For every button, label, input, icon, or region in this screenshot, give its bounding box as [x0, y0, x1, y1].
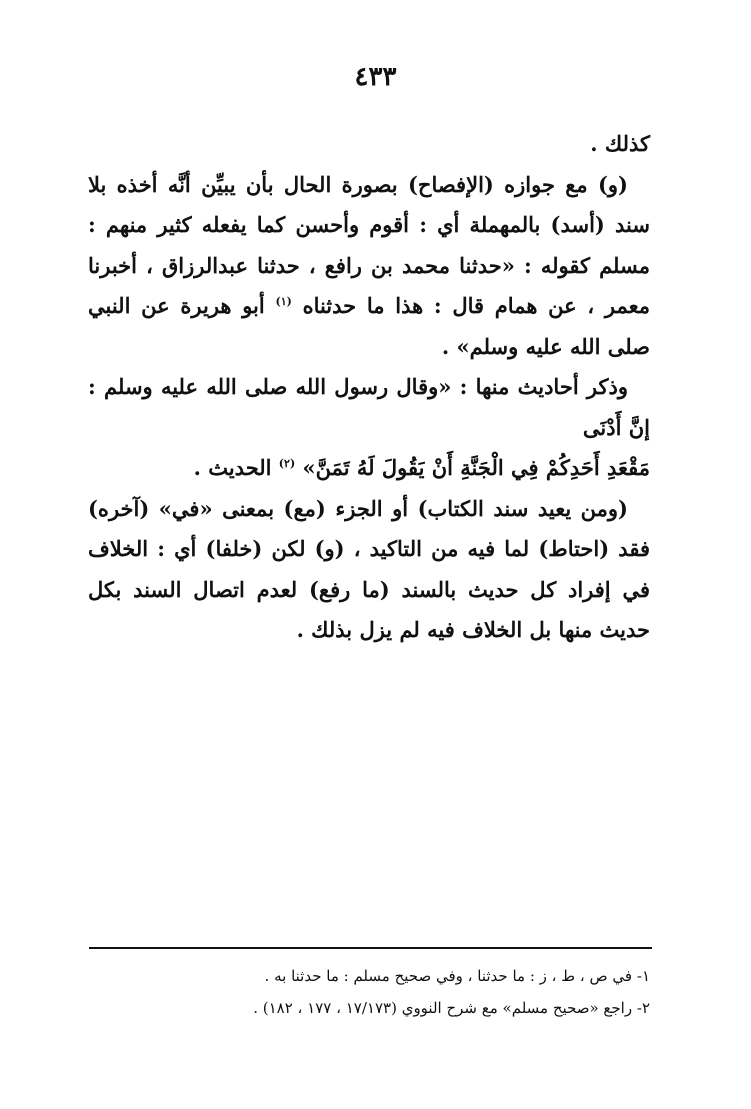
paragraph-3 [88, 367, 650, 489]
footnote-1: ١- في ص ، ط ، ز : ما حدثنا ، وفي صحيح مسلم : ما حدثنا به . [264, 967, 650, 985]
paragraph-2-text: (و) مع جوازه (الإفصاح) بصورة الحال بأن يبيِّن أنَّه أخذه بلا سند (أسد) بالمهملة أي : أقوم وأحسن كما يفعله كثير منهم : مسلم كقوله : «حدثنا محمد بن رافع ، حدثنا عبدالرزاق ، أخبرنا معمر ، عن همام قال : هذا ما حدثناه [88, 171, 651, 318]
paragraph-2-end: أبو هريرة عن النبي صلى الله عليه وسلم» . [88, 293, 650, 359]
page-number: ٤٣٣ [354, 62, 397, 92]
footnotes [120, 960, 650, 1024]
footnote-divider [89, 947, 652, 949]
footnote-ref-1: (١) [275, 295, 292, 308]
main-text [88, 124, 650, 651]
paragraph-4: (ومن يعيد سند الكتاب) أو الجزء (مع) بمعنى «في» (آخره) فقد (احتاط) لما فيه من التاكيد ، (و) لكن (خلفا) أي : الخلاف في إفراد كل حديث بالسند (ما رفع) لعدم اتصال السند بكل حديث منها بل الخلاف فيه لم يزل بذلك . [88, 495, 650, 642]
paragraph-2 [88, 165, 650, 368]
footnote-2: ٢- راجع «صحيح مسلم» مع شرح النووي (١٧/١٧٣ ، ١٧٧ ، ١٨٢) . [253, 999, 650, 1017]
paragraph-3-text: وذكر أحاديث منها : «وقال رسول الله صلى الله عليه وسلم : إنَّ أَدْنَى [88, 374, 650, 440]
paragraph-1: كذلك . [590, 131, 650, 156]
paragraph-3-end: الحديث . [193, 455, 272, 480]
hadith-quote: مَقْعَدِ أَحَدِكُمْ فِي الْجَنَّةِ أَنْ يَقُولَ لَهُ تَمَنَّ» [302, 455, 650, 480]
footnote-ref-2: (٢) [278, 457, 296, 470]
